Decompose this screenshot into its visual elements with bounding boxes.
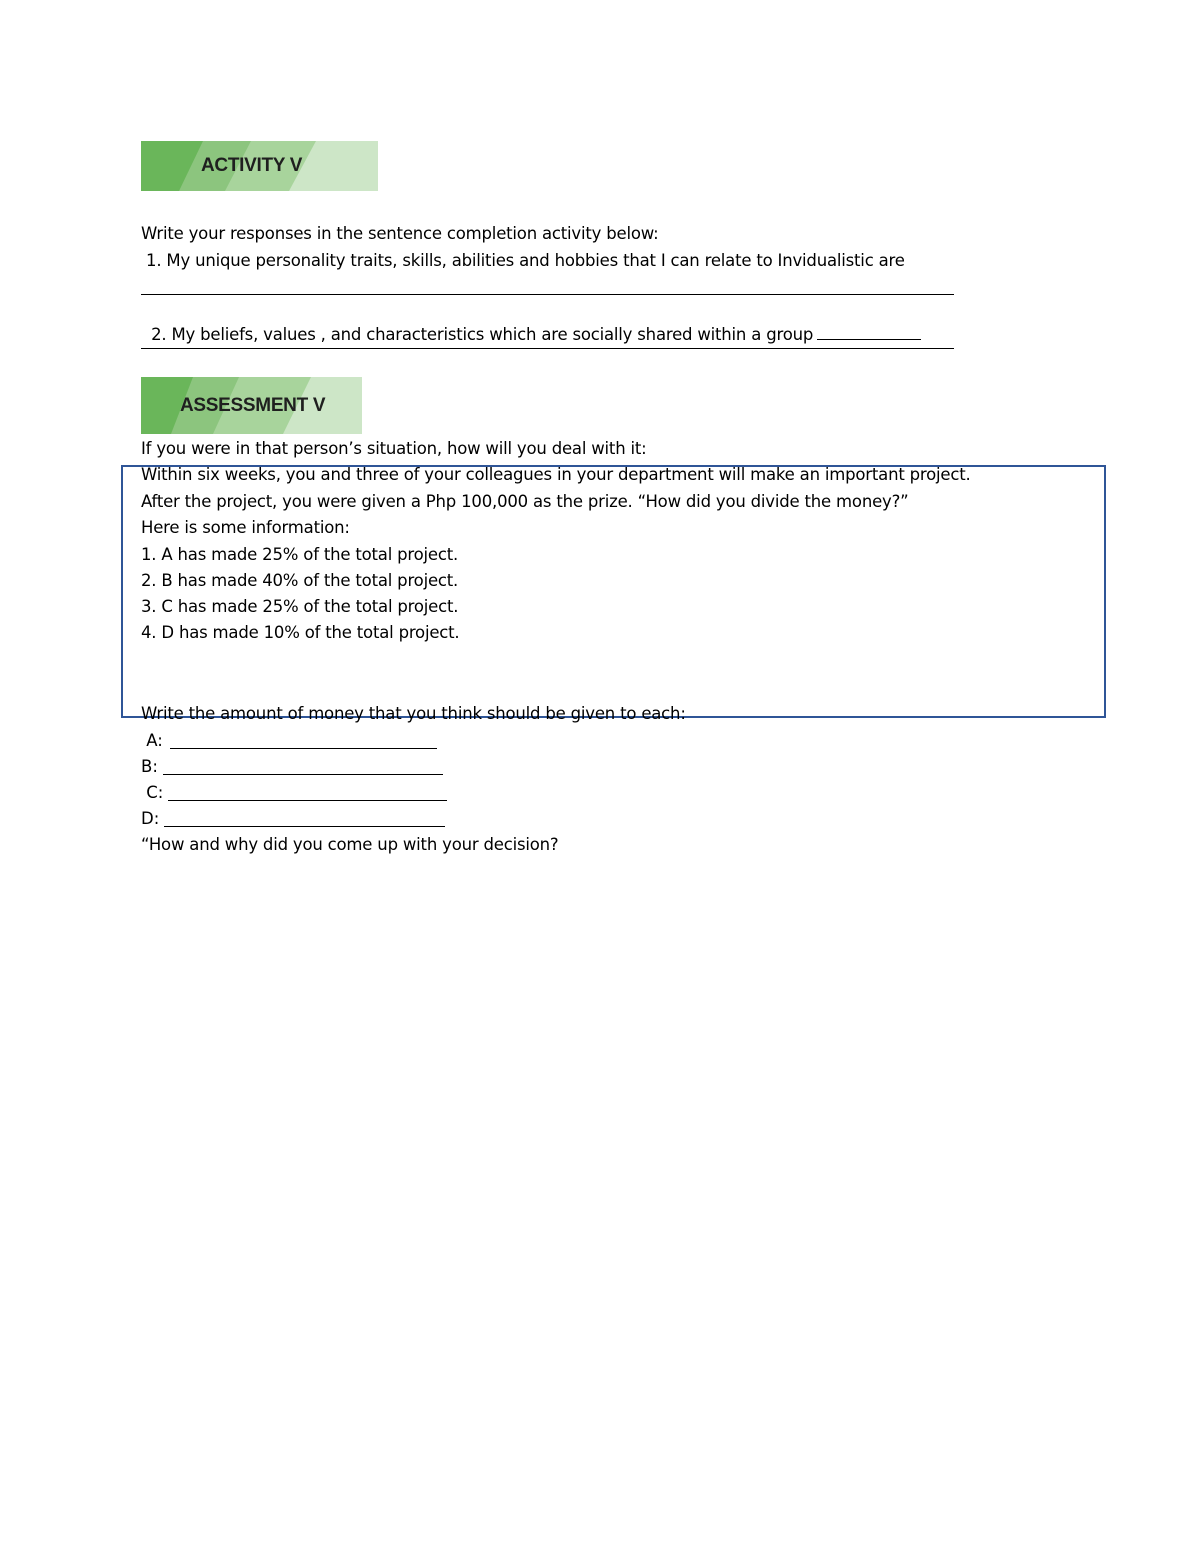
- answer-c-line[interactable]: [168, 800, 447, 801]
- closing-question: “How and why did you come up with your decision?: [141, 835, 559, 854]
- assessment-intro: If you were in that person’s situation, how will you deal with it:: [141, 439, 647, 458]
- activity-item-2-blank: [817, 325, 921, 340]
- answer-d-line[interactable]: [164, 826, 445, 827]
- activity-banner-title: ACTIVITY V: [201, 155, 303, 176]
- info-item-4: 4. D has made 10% of the total project.: [141, 623, 460, 642]
- assessment-banner: [141, 377, 362, 434]
- info-heading: Here is some information:: [141, 518, 350, 537]
- answer-c-label: C:: [141, 783, 164, 802]
- activity-item-2-row: [141, 302, 921, 346]
- activity-banner: [141, 141, 378, 191]
- info-item-3: 3. C has made 25% of the total project.: [141, 597, 459, 616]
- write-amount-instruction: Write the amount of money that you think should be given to each:: [141, 704, 686, 723]
- answer-d-label: D:: [141, 809, 160, 828]
- answer-b-label: B:: [141, 757, 158, 776]
- answer-a-line[interactable]: [170, 748, 437, 749]
- scenario-line-2: After the project, you were given a Php 100,000 as the prize. “How did you divide the money?”: [141, 492, 909, 511]
- activity-item-2: 2. My beliefs, values , and characteristics which are socially shared within a group: [151, 325, 814, 344]
- answer-b-line[interactable]: [163, 774, 443, 775]
- activity-instruction: Write your responses in the sentence completion activity below:: [141, 224, 659, 243]
- assessment-banner-title: ASSESSMENT V: [180, 394, 326, 416]
- answer-a-label: A:: [141, 731, 163, 750]
- info-item-2: 2. B has made 40% of the total project.: [141, 571, 459, 590]
- info-item-1: 1. A has made 25% of the total project.: [141, 545, 459, 564]
- activity-item-1: 1. My unique personality traits, skills, abilities and hobbies that I can relate to Invidualistic are: [141, 251, 905, 270]
- scenario-line-1: Within six weeks, you and three of your colleagues in your department will make an important project.: [141, 465, 971, 484]
- activity-item-1-answer-line: [141, 294, 954, 295]
- activity-item-2-answer-line: [141, 348, 954, 349]
